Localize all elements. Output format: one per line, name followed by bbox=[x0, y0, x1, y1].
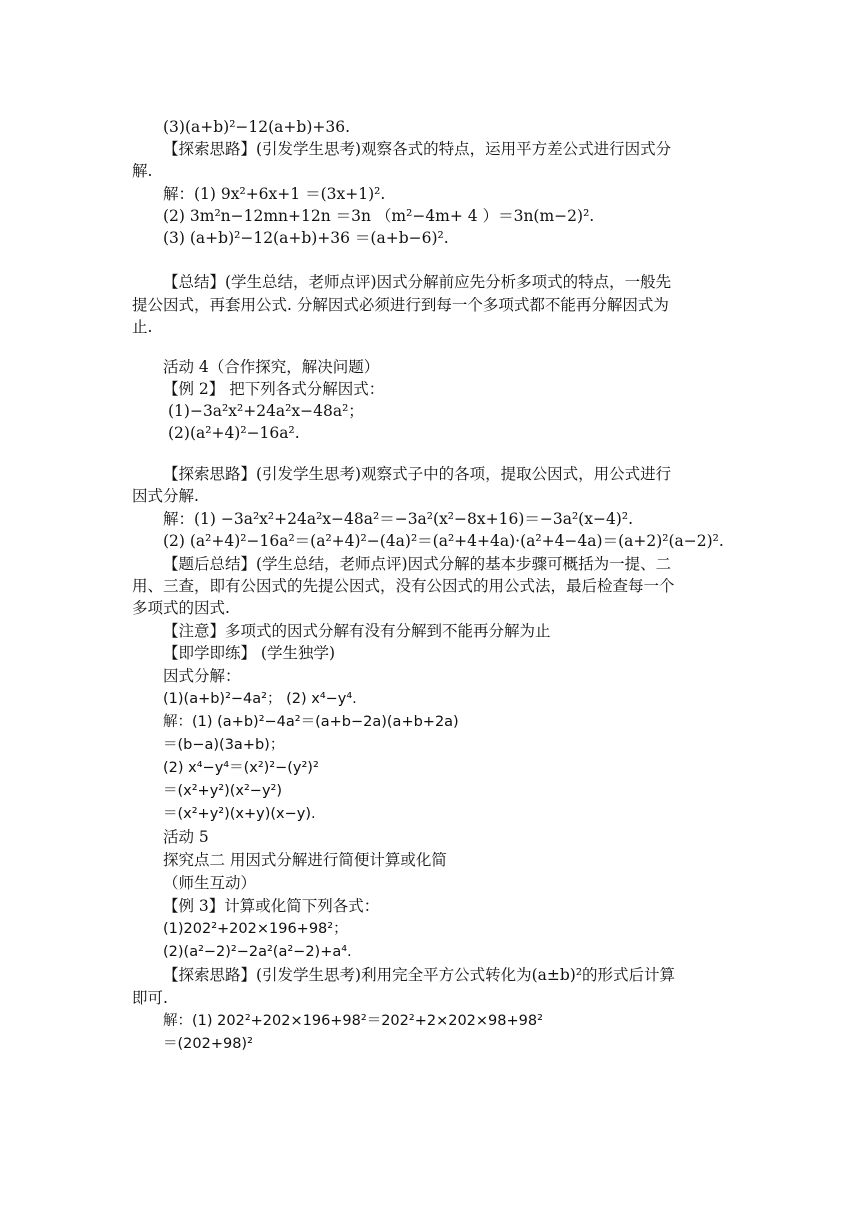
section-heading: 活动 4（合作探究，解决问题） bbox=[163, 358, 380, 376]
text-line: 因式分解. bbox=[132, 487, 199, 505]
text-line: 【例 3】计算或化简下列各式： bbox=[163, 897, 380, 915]
text-line: (3) (a+b)²−12(a+b)+36 ＝(a+b−6)². bbox=[163, 229, 449, 247]
text-line: ＝(202+98)² bbox=[163, 1036, 253, 1052]
text-line: 【注意】多项式的因式分解有没有分解到不能再分解为止 bbox=[163, 622, 551, 640]
text-line: 因式分解： bbox=[163, 667, 241, 685]
text-line: 【探索思路】(引发学生思考)观察式子中的各项，提取公因式，用公式进行 bbox=[163, 465, 672, 483]
section-heading: 活动 5 bbox=[163, 828, 209, 846]
text-line: 【探索思路】(引发学生思考)利用完全平方公式转化为(a±b)²的形式后计算 bbox=[163, 966, 676, 984]
text-line: (1)−3a²x²+24a²x−48a²； bbox=[168, 402, 364, 420]
text-line: 【总结】(学生总结，老师点评)因式分解前应先分析多项式的特点，一般先 bbox=[163, 273, 672, 291]
text-line: 【探索思路】(引发学生思考)观察各式的特点，运用平方差公式进行因式分 bbox=[163, 140, 672, 158]
text-line: (2) 3m²n−12mn+12n ＝3n （m²−4m+ 4 ）＝3n(m−2)². bbox=[163, 207, 595, 225]
text-line: 解：(1) 202²+202×196+98²＝202²+2×202×98+98² bbox=[163, 1013, 543, 1029]
text-line: ＝(b−a)(3a+b)； bbox=[163, 737, 285, 753]
text-line: 【即学即练】 (学生独学) bbox=[163, 644, 336, 662]
text-line: 用、三查，即有公因式的先提公因式，没有公因式的用公式法，最后检查每一个 bbox=[132, 577, 675, 595]
text-line: ＝(x²+y²)(x+y)(x−y). bbox=[163, 806, 316, 822]
text-line: (2)(a²+4)²−16a². bbox=[168, 424, 300, 442]
text-line: 【例 2】 把下列各式分解因式： bbox=[163, 380, 385, 398]
text-line: (1)(a+b)²−4a²； (2) x⁴−y⁴. bbox=[163, 691, 357, 707]
text-line: 解：(1) −3a²x²+24a²x−48a²＝−3a²(x²−8x+16)＝−3a²(x−4)². bbox=[163, 510, 633, 528]
text-line: 解：(1) 9x²+6x+1 ＝(3x+1)². bbox=[163, 185, 386, 203]
text-line: 多项式的因式. bbox=[132, 599, 230, 617]
text-line: ＝(x²+y²)(x²−y²) bbox=[163, 783, 283, 799]
text-line: （师生互动） bbox=[163, 874, 257, 892]
section-heading: 探究点二 用因式分解进行简便计算或化简 bbox=[163, 851, 447, 869]
text-line: (3)(a+b)²−12(a+b)+36. bbox=[163, 118, 351, 136]
text-line: (2)(a²−2)²−2a²(a²−2)+a⁴. bbox=[163, 944, 352, 960]
text-line: 【题后总结】(学生总结，老师点评)因式分解的基本步骤可概括为一提、二 bbox=[163, 555, 672, 573]
text-line: 解. bbox=[132, 162, 153, 180]
text-line: (2) (a²+4)²−16a²＝(a²+4)²−(4a)²＝(a²+4+4a)·(a²+4−4a)＝(a+2)²(a−2)². bbox=[163, 532, 724, 550]
text-line: (1)202²+202×196+98²； bbox=[163, 921, 348, 937]
text-line: 解：(1) (a+b)²−4a²＝(a+b−2a)(a+b+2a) bbox=[163, 714, 459, 730]
text-line: 止. bbox=[132, 318, 153, 336]
text-line: (2) x⁴−y⁴＝(x²)²−(y²)² bbox=[163, 760, 319, 776]
text-line: 即可. bbox=[132, 989, 168, 1007]
text-line: 提公因式，再套用公式. 分解因式必须进行到每一个多项式都不能再分解因式为 bbox=[132, 296, 669, 314]
